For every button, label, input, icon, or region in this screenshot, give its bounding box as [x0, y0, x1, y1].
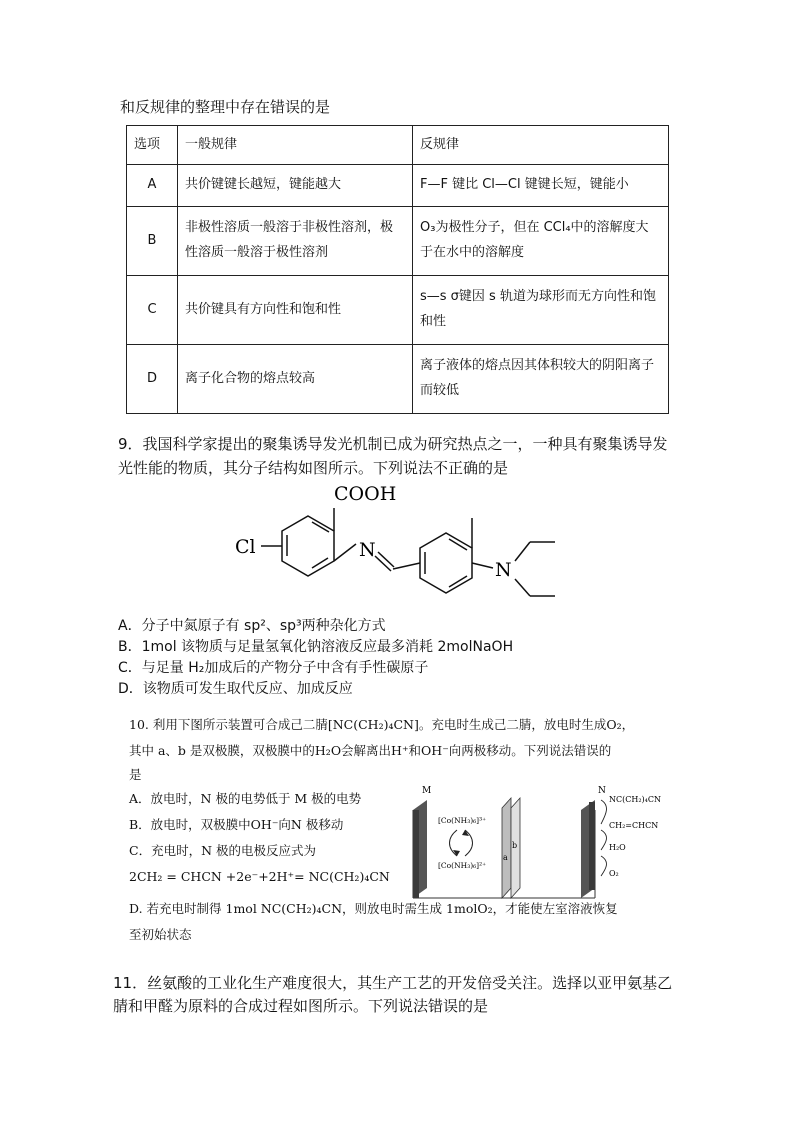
species-oxygen: O₂: [609, 869, 619, 878]
m-label: M: [422, 786, 432, 796]
membrane-b-label: b: [512, 841, 518, 850]
n-label: N: [598, 786, 606, 796]
table-row: [127, 207, 669, 276]
amine-nitrogen-label: N: [495, 559, 512, 581]
table-row: [127, 276, 669, 345]
imine-nitrogen-label: N: [359, 539, 376, 561]
membrane-a: [502, 798, 511, 898]
header-option: 选项: [127, 126, 178, 165]
membrane-a-label: a: [503, 853, 508, 862]
row-general-rule: 非极性溶质一般溶于非极性溶剂，极性溶质一般溶于极性溶剂: [178, 207, 413, 276]
q10-line: 至初始状态: [129, 927, 192, 942]
species-adiponitrile: NC(CH₂)₄CN: [609, 795, 661, 804]
q10-equation: 2CH₂ = CHCN +2e⁻+2H⁺= NC(CH₂)₄CN: [129, 869, 390, 884]
question-11-stem: 11．丝氨酸的工业化生产难度很大，其生产工艺的开发倍受关注。选择以亚甲氨基乙腈和甲醛为原料的合成过程如图所示。下列说法错误的是: [113, 974, 673, 1015]
rules-table: [126, 125, 669, 414]
row-anti-rule: 离子液体的熔点因其体积较大的阴阳离子而较低: [413, 345, 669, 414]
chlorine-label: Cl: [235, 536, 256, 558]
q10-option-d: D. 若充电时制得 1mol NC(CH₂)₄CN，则放电时需生成 1molO₂，才能使左室溶液恢复: [129, 901, 618, 916]
cobalt-complex-3plus: [Co(NH₃)₆]³⁺: [438, 816, 487, 825]
q10-line: 是: [129, 767, 142, 782]
row-option: B: [127, 207, 178, 276]
row-general-rule: 共价键具有方向性和饱和性: [178, 276, 413, 345]
q10-line: 10. 利用下图所示装置可合成己二腈[NC(CH₂)₄CN]。充电时生成己二腈，放电时生成O₂，: [129, 717, 635, 732]
row-general-rule: 共价键键长越短，键能越大: [178, 165, 413, 207]
header-anti-rule: 反规律: [413, 126, 669, 165]
question-intro: 和反规律的整理中存在错误的是: [120, 98, 331, 116]
header-general-rule: 一般规律: [178, 126, 413, 165]
molecule-structure-diagram: [225, 478, 585, 603]
table-row: [127, 345, 669, 414]
question-9-stem: 9．我国科学家提出的聚集诱导发光机制已成为研究热点之一，一种具有聚集诱导发光性能的物质，其分子结构如图所示。下列说法不正确的是: [118, 435, 668, 477]
q10-option-a: A．放电时，N 极的电势低于 M 极的电势: [129, 791, 362, 806]
table-header-row: [127, 126, 669, 165]
option-a: A．分子中氮原子有 sp²、sp³两种杂化方式: [118, 618, 386, 634]
cobalt-complex-2plus: [Co(NH₃)₆]²⁺: [438, 861, 487, 870]
row-option: D: [127, 345, 178, 414]
row-option: C: [127, 276, 178, 345]
species-acrylonitrile: CH₂=CHCN: [609, 821, 659, 830]
row-option: A: [127, 165, 178, 207]
option-b: B．1mol 该物质与足量氢氧化钠溶液反应最多消耗 2molNaOH: [118, 639, 514, 655]
q10-option-c: C．充电时，N 极的电极反应式为: [129, 843, 316, 858]
row-anti-rule: F—F 键比 Cl—Cl 键键长短，键能小: [413, 165, 669, 207]
species-water: H₂O: [609, 843, 626, 852]
electrochemical-cell-diagram: [405, 780, 695, 902]
q10-line: 其中 a、b 是双极膜，双极膜中的H₂O会解离出H⁺和OH⁻向两极移动。下列说法错误的: [129, 743, 612, 758]
row-anti-rule: O₃为极性分子，但在 CCl₄中的溶解度大于在水中的溶解度: [413, 207, 669, 276]
row-anti-rule: s—s σ键因 s 轨道为球形而无方向性和饱和性: [413, 276, 669, 345]
table-row: [127, 165, 669, 207]
q10-option-b: B．放电时，双极膜中OH⁻向N 极移动: [129, 817, 344, 832]
option-c: C．与足量 H₂加成后的产物分子中含有手性碳原子: [118, 660, 429, 676]
question-9-options: [118, 616, 513, 700]
cooh-label: COOH: [334, 483, 397, 505]
option-d: D．该物质可发生取代反应、加成反应: [118, 681, 353, 697]
row-general-rule: 离子化合物的熔点较高: [178, 345, 413, 414]
